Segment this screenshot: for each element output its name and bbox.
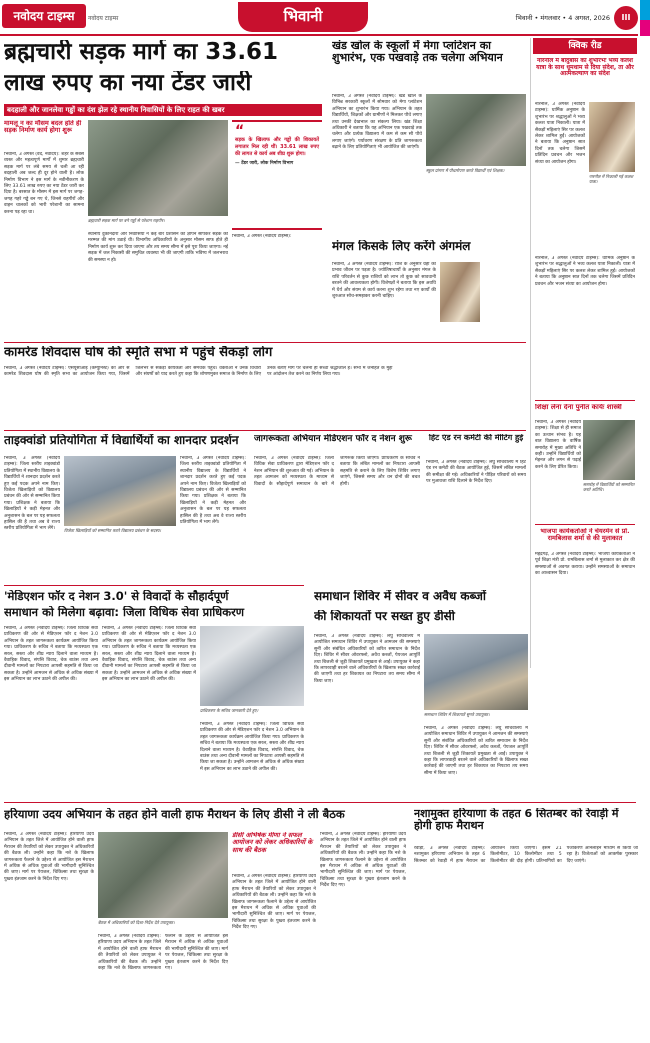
article-sewer [310, 588, 530, 798]
drugfree-headline: नशामुक्त हरियाणा के तहत 6 सितम्बर को रेवाड़ी में होगी हाफ मैराथन [414, 808, 619, 833]
side-panel [530, 38, 638, 668]
article-shivdas [0, 344, 528, 428]
marathon-headline: हरियाणा उदय अभियान के तहत होने वाली हाफ मैराथन के लिए डीसी ने ली बैठक [4, 808, 345, 821]
angmal-photo [440, 262, 480, 322]
brand-strip: नवोदय टाइम्स [88, 15, 119, 22]
side-item1-caption: नारनौल में निकाली गई कलश यात्रा। [589, 174, 634, 185]
marathon-subhead: डीसी अभिषेक मीणा ने सफल आयोजन को लेकर अधिकारियों के साथ की बैठक [232, 832, 313, 854]
plantation-photo [426, 94, 526, 166]
marathon-body-col2: भिवानी, 3 अगस्त (नवोदय टाइम्स): हरियाणा उदय अभियान के तहत जिले में आयोजित होने वाली हाफ मैराथन की तैयारियों को लेकर उपायुक्त ने अधिकारियों की बैठक ली। उन्होंने कहा कि नशे के खिलाफ जागरूकता फैलाने के उद्देश्य से आयोजित इस मैराथन में अधिक से अधिक युवाओं की भागीदारी सुनिश्चित की जाए। मार्ग पर पेयजल, चिकित्सा तथा सुरक्षा के पुख्ता इंतजाम करने के निर्देश दिए गए। [98, 934, 228, 972]
mediation3-body-col1: भिवानी, 3 अगस्त (नवोदय टाइम्स): जिला विधिक सेवा प्राधिकरण की ओर से मेडिएशन फॉर द नेशन 3.0 अभियान के तहत जागरूकता कार्यक्रम आयोजित किया गया। प्राधिकरण के सचिव ने बताया कि मध्यस्थता एक सरल, सस्ता और शीघ्र न्याय दिलाने वाला माध्यम है। वैवाहिक विवाद, संपत्ति विवाद, चेक बाउंस तथा अन्य दीवानी मामलों का निपटारा आपसी सहमति से किया जा सकता है। उन्होंने आमजन से अधिक से अधिक संख्या में इस अभियान का लाभ उठाने की अपील की। [4, 626, 98, 683]
side-item2-caption: समारोह में विद्यार्थियों को सम्मानित करते अतिथि। [583, 482, 635, 493]
color-bar [640, 0, 650, 36]
plantation-body: भिवानी, 3 अगस्त (नवोदय टाइम्स): खंड खोल के विभिन्न सरकारी स्कूलों में सोमवार को मेगा प्लांटेशन अभियान का शुभारंभ किया गया। अभियान के तहत विद्यार्थियों, शिक्षकों और ग्रामीणों ने मिलकर पौधे लगाए तथा उनकी देखभाल का संकल्प लिया। खंड शिक्षा अधिकारी ने बताया कि यह अभियान एक पखवाड़े तक चलेगा और प्रत्येक विद्यालय में कम से कम सौ पौधे लगाए जाएंगे। पर्यावरण संरक्षण के प्रति जागरूकता बढ़ाने के लिए प्रतियोगिताएं भी आयोजित की जाएंगी। [332, 94, 422, 151]
article-taekwondo [0, 432, 248, 582]
taekwondo-body-col3: भिवानी, 3 अगस्त (नवोदय टाइम्स): जिला स्तरीय ताइक्वांडो प्रतियोगिता में स्थानीय विद्यालय के विद्यार्थियों ने शानदार प्रदर्शन करते हुए कई पदक अपने नाम किए। विजेता खिलाड़ियों को विद्यालय प्रबंधन की ओर से सम्मानित किया गया। प्रशिक्षक ने बताया कि खिलाड़ियों ने कड़ी मेहनत और अनुशासन के बल पर यह सफलता हासिल की है तथा अब वे राज्य स्तरीय प्रतियोगिता में भाग लेंगे। [180, 456, 246, 526]
sewer-headline-line1: समाधान शिविर में सीवर व अवैध कब्जों [314, 590, 486, 603]
sewer-headline-line2: की शिकायतों पर सख्त हुए डीसी [314, 610, 455, 623]
sewer-caption: समाधान शिविर में शिकायतें सुनते उपायुक्त। [424, 712, 490, 717]
road-quote-box [232, 120, 322, 230]
road-dateline: भिवानी, 3 अगस्त (नवोदय टाइम्स): [232, 234, 292, 239]
road-quote-by: — टेंडर जारी, लोक निर्माण विभाग [235, 161, 294, 166]
mediation3-headline-line1: 'मेडिएशन फॉर द नेशन 3.0' से विवादों के सौहार्दपूर्ण [4, 590, 229, 603]
side-item1-body: नारनौल, 3 अगस्त (नवोदय टाइम्स): धार्मिक अनुष्ठान के शुभारंभ पर श्रद्धालुओं ने भव्य कलश यात्रा निकाली। यात्रा में सैकड़ों महिलाएं सिर पर कलश लेकर शामिल हुईं। आयोजकों ने बताया कि अनुष्ठान सात दिनों तक चलेगा जिसमें प्रतिदिन प्रवचन और भजन संध्या का आयोजन होगा। [535, 102, 585, 165]
taekwondo-caption: विजेता खिलाड़ियों को सम्मानित करते विद्यालय प्रबंधन के सदस्य। [64, 528, 161, 533]
side-item1-body-cont: नारनौल, 3 अगस्त (नवोदय टाइम्स): धार्मिक अनुष्ठान के शुभारंभ पर श्रद्धालुओं ने भव्य कलश यात्रा निकाली। यात्रा में सैकड़ों महिलाएं सिर पर कलश लेकर शामिल हुईं। आयोजकों ने बताया कि अनुष्ठान सात दिनों तक चलेगा जिसमें प्रतिदिन प्रवचन और भजन संध्या का आयोजन होगा। [535, 256, 635, 287]
hitrun-body: भिवानी, 3 अगस्त (नवोदय टाइम्स): लघु सचिवालय में हिट एंड रन कमेटी की बैठक आयोजित हुई, जिसमें लंबित मामलों की समीक्षा की गई। अधिकारियों ने पीड़ित परिवारों को समय पर मुआवजा राशि दिलाने के निर्देश दिए। [426, 460, 526, 485]
article-hit-run [422, 432, 526, 582]
mediation-headline: जागरूकता अभियान मेडिएशन फॉर द नेशन शुरू [254, 434, 412, 444]
sewer-body: भिवानी, 3 अगस्त (नवोदय टाइम्स): लघु सचिवालय में आयोजित समाधान शिविर में उपायुक्त ने आमजन की समस्याएं सुनीं और संबंधित अधिकारियों को त्वरित समाधान के निर्देश दिए। शिविर में सीवर ओवरफ्लो, अवैध कब्जों, पेयजल आपूर्ति तथा बिजली से जुड़ी शिकायतें प्रमुखता से आईं। उपायुक्त ने कहा कि लापरवाही बरतने वाले अधिकारियों के खिलाफ सख्त कार्रवाई की जाएगी तथा हर शिकायत का निपटारा तय समय सीमा में किया जाए। [314, 634, 420, 684]
article-angmal [328, 238, 528, 338]
side-item2-head: शिक्षा लेना देना पुनीत कार्यः शास्त्री [535, 404, 622, 411]
sewer-body-col2: भिवानी, 3 अगस्त (नवोदय टाइम्स): लघु सचिवालय में आयोजित समाधान शिविर में उपायुक्त ने आमजन की समस्याएं सुनीं और संबंधित अधिकारियों को त्वरित समाधान के निर्देश दिए। शिविर में सीवर ओवरफ्लो, अवैध कब्जों, पेयजल आपूर्ति तथा बिजली से जुड़ी शिकायतें प्रमुखता से आईं। उपायुक्त ने कहा कि लापरवाही बरतने वाले अधिकारियों के खिलाफ सख्त कार्रवाई की जाएगी तथा हर शिकायत का निपटारा तय समय सीमा में किया जाए। [424, 726, 528, 776]
side-panel-title: क्विक रीड [533, 38, 637, 54]
angmal-headline: मंगल किसके लिए करेंगे अंगमंल [332, 240, 471, 253]
mediation3-headline-line2: समाधान को मिलेगा बढ़ावा: जिला विधिक सेवा प्राधिकरण [4, 606, 245, 619]
road-body-col1: भिवानी, 3 अगस्त (वेद, नवोदय): शहर के सबसे व्यस्त और महत्वपूर्ण मार्गों में शुमार ब्रह्मचारी सड़क मार्ग पर लंबे समय से चली आ रही बदहाली अब जल्द ही दूर होने वाली है। लोक निर्माण विभाग ने इस मार्ग के नवीनीकरण के लिए 33.61 लाख रुपए का नया टेंडर जारी कर दिया है। बरसात के मौसम में इस मार्ग पर जगह-जगह गहरे गड्ढे बन गए थे, जिनसे राहगीरों और वाहन चालकों को भारी परेशानी का सामना करना पड़ रहा था। [4, 152, 84, 215]
article-drug-free [410, 806, 638, 1040]
road-headline-line1: ब्रह्मचारी सड़क मार्ग का 33.61 [4, 40, 279, 65]
shivdas-headline: कामरेड शिवदास घोष की स्मृति सभा में पहुंचे सैकड़ों लोग [4, 346, 273, 360]
marathon-body-col1: भिवानी, 3 अगस्त (नवोदय टाइम्स): हरियाणा उदय अभियान के तहत जिले में आयोजित होने वाली हाफ मैराथन की तैयारियों को लेकर उपायुक्त ने अधिकारियों की बैठक ली। उन्होंने कहा कि नशे के खिलाफ जागरूकता फैलाने के उद्देश्य से आयोजित इस मैराथन में अधिक से अधिक युवाओं की भागीदारी सुनिश्चित की जाए। मार्ग पर पेयजल, चिकित्सा तथा सुरक्षा के पुख्ता इंतजाम करने के निर्देश दिए गए। [4, 832, 94, 882]
quote-mark-icon: “ [235, 123, 245, 139]
article-plantation [328, 38, 528, 238]
marathon-caption: बैठक में अधिकारियों को दिशा-निर्देश देते उपायुक्त। [98, 920, 175, 925]
sewer-photo [424, 634, 528, 710]
masthead [0, 0, 650, 36]
angmal-body: भिवानी, 3 अगस्त (नवोदय टाइम्स): राशि के अनुसार ग्रहों का प्रभाव जीवन पर पड़ता है। ज्योतिषाचार्यों के अनुसार मंगल के राशि परिवर्तन से कुछ राशियों को लाभ तो कुछ को सावधानी बरतने की आवश्यकता होगी। विशेषज्ञों ने बताया कि इस अवधि में धैर्य और संयम से कार्य करना शुभ रहेगा तथा नए कार्यों की शुरुआत सोच-समझकर करनी चाहिए। [332, 262, 436, 300]
mediation3-body-col2: भिवानी, 3 अगस्त (नवोदय टाइम्स): जिला विधिक सेवा प्राधिकरण की ओर से मेडिएशन फॉर द नेशन 3.0 अभियान के तहत जागरूकता कार्यक्रम आयोजित किया गया। प्राधिकरण के सचिव ने बताया कि मध्यस्थता एक सरल, सस्ता और शीघ्र न्याय दिलाने वाला माध्यम है। वैवाहिक विवाद, संपत्ति विवाद, चेक बाउंस तथा अन्य दीवानी मामलों का निपटारा आपसी सहमति से किया जा सकता है। उन्होंने आमजन से अधिक से अधिक संख्या में इस अभियान का लाभ उठाने की अपील की। [102, 626, 196, 683]
edition-tab: भिवानी [238, 2, 368, 32]
road-photo [88, 120, 228, 216]
side-item2-body: भिवानी, 3 अगस्त (नवोदय टाइम्स): शिक्षा से ही समाज का उत्थान संभव है। यह बात विद्यालय के वार्षिक समारोह में मुख्य अतिथि ने कही। उन्होंने विद्यार्थियों को मेहनत और लगन से पढ़ाई करने के लिए प्रेरित किया। [535, 420, 581, 470]
road-kicker: मामलू न का मौसम बदल होते ही सड़क निर्माण कार्य होगा शुरू [4, 120, 82, 135]
marathon-body-col4: भिवानी, 3 अगस्त (नवोदय टाइम्स): हरियाणा उदय अभियान के तहत जिले में आयोजित होने वाली हाफ मैराथन की तैयारियों को लेकर उपायुक्त ने अधिकारियों की बैठक ली। उन्होंने कहा कि नशे के खिलाफ जागरूकता फैलाने के उद्देश्य से आयोजित इस मैराथन में अधिक से अधिक युवाओं की भागीदारी सुनिश्चित की जाए। मार्ग पर पेयजल, चिकित्सा तथा सुरक्षा के पुख्ता इंतजाम करने के निर्देश दिए गए। [320, 832, 406, 889]
page-number: III [614, 6, 638, 30]
side-item2-photo [583, 420, 635, 480]
plantation-headline: खंड खोल के स्कूलों में मेगा प्लांटेशन का शुभारंभ, एक पखवाड़े तक चलेगा अभियान [332, 40, 503, 65]
taekwondo-photo [64, 456, 176, 526]
article-mediation-3 [0, 588, 308, 798]
road-quote-text: सड़क के खिलाफ और गड्ढों की शिकायतें लगातार मिल रही थीं। 33.61 लाख रुपए की लागत से कार्य अब शीघ्र शुरू होगा। [235, 137, 319, 157]
road-body-col2: स्थानीय दुकानदारों और निवासियों ने कई बार प्रशासन को ज्ञापन सौंपकर सड़क की मरम्मत की मांग उठाई थी। विभागीय अधिकारियों के अनुसार मौसम साफ होते ही निर्माण कार्य शुरू कर दिया जाएगा और तय समय सीमा में इसे पूरा किया जाएगा। नई सड़क में जल निकासी की समुचित व्यवस्था भी की जाएगी ताकि भविष्य में जलभराव की समस्या न हो। [88, 232, 228, 263]
mediation3-body-col3: भिवानी, 3 अगस्त (नवोदय टाइम्स): जिला विधिक सेवा प्राधिकरण की ओर से मेडिएशन फॉर द नेशन 3.0 अभियान के तहत जागरूकता कार्यक्रम आयोजित किया गया। प्राधिकरण के सचिव ने बताया कि मध्यस्थता एक सरल, सस्ता और शीघ्र न्याय दिलाने वाला माध्यम है। वैवाहिक विवाद, संपत्ति विवाद, चेक बाउंस तथा अन्य दीवानी मामलों का निपटारा आपसी सहमति से किया जा सकता है। उन्होंने आमजन से अधिक से अधिक संख्या में इस अभियान का लाभ उठाने की अपील की। [200, 722, 304, 772]
road-headline-line2: लाख रुपए का नया टेंडर जारी [4, 71, 252, 96]
mediation-body: भिवानी, 3 अगस्त (नवोदय टाइम्स): जिला विधिक सेवा प्राधिकरण द्वारा मेडिएशन फॉर द नेशन अभियान की शुरुआत की गई। अभियान के तहत आमजन को मध्यस्थता के माध्यम से विवादों के सौहार्दपूर्ण समाधान के बारे में जागरूक किया जाएगा। प्राधिकरण के सचिव ने बताया कि लंबित मामलों का निपटारा आपसी सहमति से कराने के लिए विशेष शिविर लगाए जाएंगे, जिससे समय और धन दोनों की बचत होगी। [254, 456, 420, 487]
side-item3-body: महेंद्रगढ़, 3 अगस्त (नवोदय टाइम्स): भाजपा कार्यकर्ताओं ने पूर्व शिक्षा मंत्री प्रो. रामबिलास शर्मा से मुलाकात कर क्षेत्र की समस्याओं से अवगत कराया। उन्होंने समस्याओं के समाधान का आश्वासन दिया। [535, 552, 635, 577]
shivdas-body: भिवानी, 3 अगस्त (नवोदय टाइम्स): एसयूसीआई (कम्युनिस्ट) की ओर से कामरेड शिवदास घोष की स्मृति सभा का आयोजन किया गया, जिसमें जिलेभर से सैकड़ों कार्यकर्ता और समर्थक पहुंचे। वक्ताओं ने उनके विचारों और संघर्षों को याद करते हुए कहा कि शोषणमुक्त समाज के निर्माण के लिए उनके बताए मार्ग पर चलना ही सच्ची श्रद्धांजलि है। सभा में जनहित के मुद्दों पर आंदोलन तेज करने का निर्णय लिया गया। [4, 366, 393, 378]
marathon-photo [98, 832, 228, 918]
road-photo-caption: ब्रह्मचारी सड़क मार्ग पर बने गड्ढों से परेशान राहगीर। [88, 218, 165, 223]
mediation3-photo [200, 626, 304, 706]
date-line: भिवानी • मंगलवार • 4 अगस्त, 2026 [515, 14, 610, 22]
mediation3-caption: प्राधिकरण के सचिव जानकारी देते हुए। [200, 708, 259, 713]
taekwondo-headline: ताइक्वांडो प्रतियोगिता में विद्यार्थियों का शानदार प्रदर्शन [4, 434, 239, 447]
article-road-tender [0, 38, 325, 338]
marathon-body-col3: भिवानी, 3 अगस्त (नवोदय टाइम्स): हरियाणा उदय अभियान के तहत जिले में आयोजित होने वाली हाफ मैराथन की तैयारियों को लेकर उपायुक्त ने अधिकारियों की बैठक ली। उन्होंने कहा कि नशे के खिलाफ जागरूकता फैलाने के उद्देश्य से आयोजित इस मैराथन में अधिक से अधिक युवाओं की भागीदारी सुनिश्चित की जाए। मार्ग पर पेयजल, चिकित्सा तथा सुरक्षा के पुख्ता इंतजाम करने के निर्देश दिए गए। [232, 874, 316, 931]
taekwondo-body: भिवानी, 3 अगस्त (नवोदय टाइम्स): जिला स्तरीय ताइक्वांडो प्रतियोगिता में स्थानीय विद्यालय के विद्यार्थियों ने शानदार प्रदर्शन करते हुए कई पदक अपने नाम किए। विजेता खिलाड़ियों को विद्यालय प्रबंधन की ओर से सम्मानित किया गया। प्रशिक्षक ने बताया कि खिलाड़ियों ने कड़ी मेहनत और अनुशासन के बल पर यह सफलता हासिल की है तथा अब वे राज्य स्तरीय प्रतियोगिता में भाग लेंगे। [4, 456, 60, 532]
plantation-caption: स्कूल प्रांगण में पौधारोपण करते विद्यार्थी एवं शिक्षक। [426, 168, 505, 173]
brand-logo: नवोदय टाइम्स [2, 4, 86, 28]
drugfree-body: रेवाड़ी, 3 अगस्त (नवोदय टाइम्स): नशामुक्त हरियाणा अभियान के तहत 6 सितम्बर को रेवाड़ी में हाफ मैराथन का आयोजन किया जाएगा। इसमें 21 किलोमीटर, 10 किलोमीटर तथा 5 किलोमीटर की दौड़ होगी। प्रतिभागियों का पंजीकरण ऑनलाइन माध्यम से किया जा रहा है। विजेताओं को आकर्षक पुरस्कार दिए जाएंगे। [414, 846, 638, 864]
road-subhead: बदहाली और जानलेवा गड्ढों का दंश झेल रहे स्थानीय निवासियों के लिए राहत की खबर [4, 104, 322, 116]
hitrun-headline: हिट एंड रन कमेटी की मीटिंग हुई [428, 434, 524, 442]
side-item1-photo [589, 102, 635, 172]
article-mediation-awareness [250, 432, 420, 582]
article-marathon-meeting [0, 806, 408, 1040]
side-item3-head: भाजपा कार्यकर्ताओं ने चेयरमेन से प्रो. रामबिलास शर्मा से की मुलाकात [540, 528, 630, 543]
side-item1-head: नारनौल में बादुर्बास का शुभारंभः भव्य कलश यात्रा के साथ धूमधाम से दिया संदेश, ता और आत्मकल्याण का संदेश [536, 58, 634, 78]
